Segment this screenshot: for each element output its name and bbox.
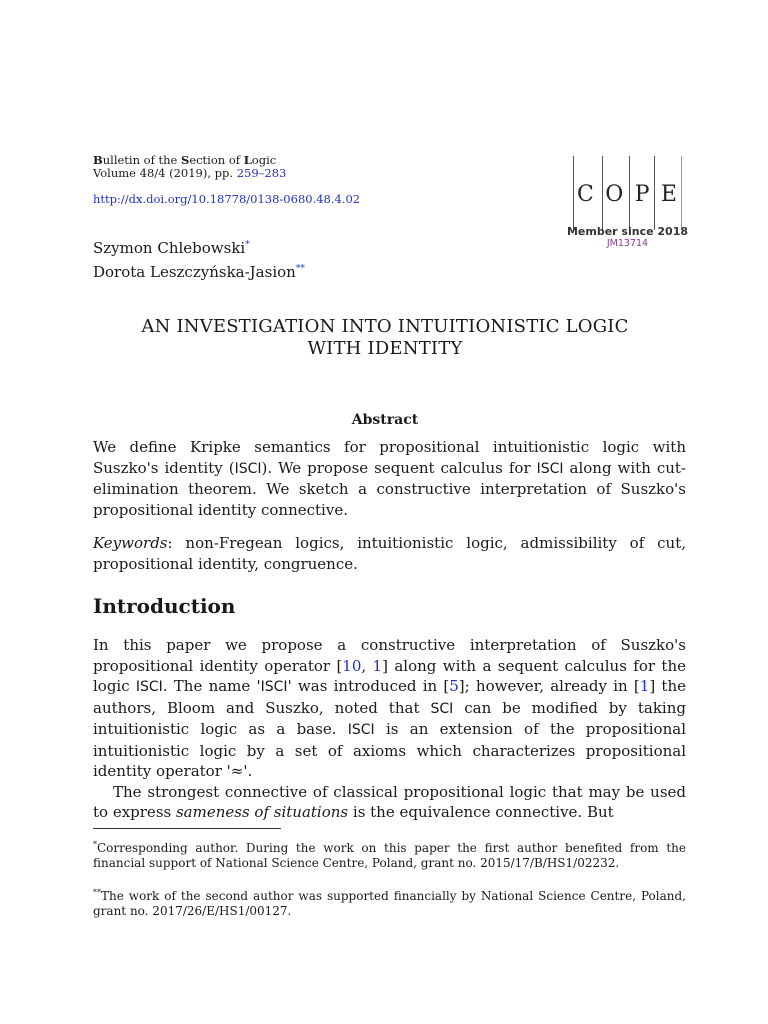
cope-letters: C O P E (577, 181, 678, 207)
paper-title: AN INVESTIGATION INTO INTUITIONISTIC LOGIC WITH IDENTITY (141, 316, 629, 359)
footnote-1: *Corresponding author. During the work on this paper the first author benefited from the financial support of National Science Centre, Poland, grant no. 2015/17/B/HS1/02232. (93, 840, 686, 870)
journal-volume: Volume 48/4 (2019), pp. 259–283 (93, 166, 287, 180)
journal-info (93, 154, 286, 180)
journal-name: Bulletin of the Section of Logic (93, 153, 277, 167)
author-1: Szymon Chlebowski* (93, 239, 250, 257)
introduction-body (93, 635, 686, 823)
cope-logo[interactable] (565, 152, 690, 249)
citation-5[interactable]: 5 (449, 677, 459, 695)
citation-10[interactable]: 10 (342, 656, 362, 675)
abstract-text: We define Kripke semantics for propositional intuitionistic logic with Suszko's identity (ISCI). We propose sequent calculus for ISCI along with cut-elimination theorem. We sketch a constructive interpretation of Suszko's propositional identity connective. (93, 438, 686, 519)
footnote-mark-2[interactable]: ** (295, 264, 305, 274)
intro-paragraph-1: In this paper we propose a constructive interpretation of Suszko's propositional identity operator [10, 1] along with a sequent calculus for the logic ISCI. The name 'ISCI' was introduced in [5]; however, already in [1] the authors, Bloom and Suszko, noted that SCI can be modified by taking intuitionistic logic as a base. ISCI is an extension of the propositional intuitionistic logic by a set of axioms which characterizes propositional identity operator '≈'. (93, 636, 686, 780)
authors (93, 235, 305, 283)
keywords: Keywords: non-Fregean logics, intuitionistic logic, admissibility of cut, propositional identity, congruence. (93, 534, 686, 573)
footnote-2: **The work of the second author was supported financially by National Science Centre, Poland, grant no. 2017/26/E/HS1/00127. (93, 888, 686, 918)
footnote-mark-1[interactable]: * (245, 240, 250, 250)
citation-1-second[interactable]: 1 (639, 677, 650, 695)
author-2: Dorota Leszczyńska-Jasion** (93, 263, 305, 281)
citation-1[interactable]: 1 (372, 656, 383, 675)
intro-paragraph-2: The strongest connective of classical propositional logic that may be used to express sameness of situations is the equivalence connective. But (93, 782, 686, 821)
doi-link[interactable]: http://dx.doi.org/10.18778/0138-0680.48.4.02 (93, 192, 361, 206)
cope-member-text: Member since 2018 (566, 225, 689, 238)
abstract-heading: Abstract (351, 412, 419, 428)
pages-link[interactable]: 259–283 (236, 166, 287, 180)
section-heading-introduction: Introduction (93, 594, 236, 618)
footnote-rule (93, 828, 281, 829)
cope-member-id: JM13714 (606, 238, 649, 249)
